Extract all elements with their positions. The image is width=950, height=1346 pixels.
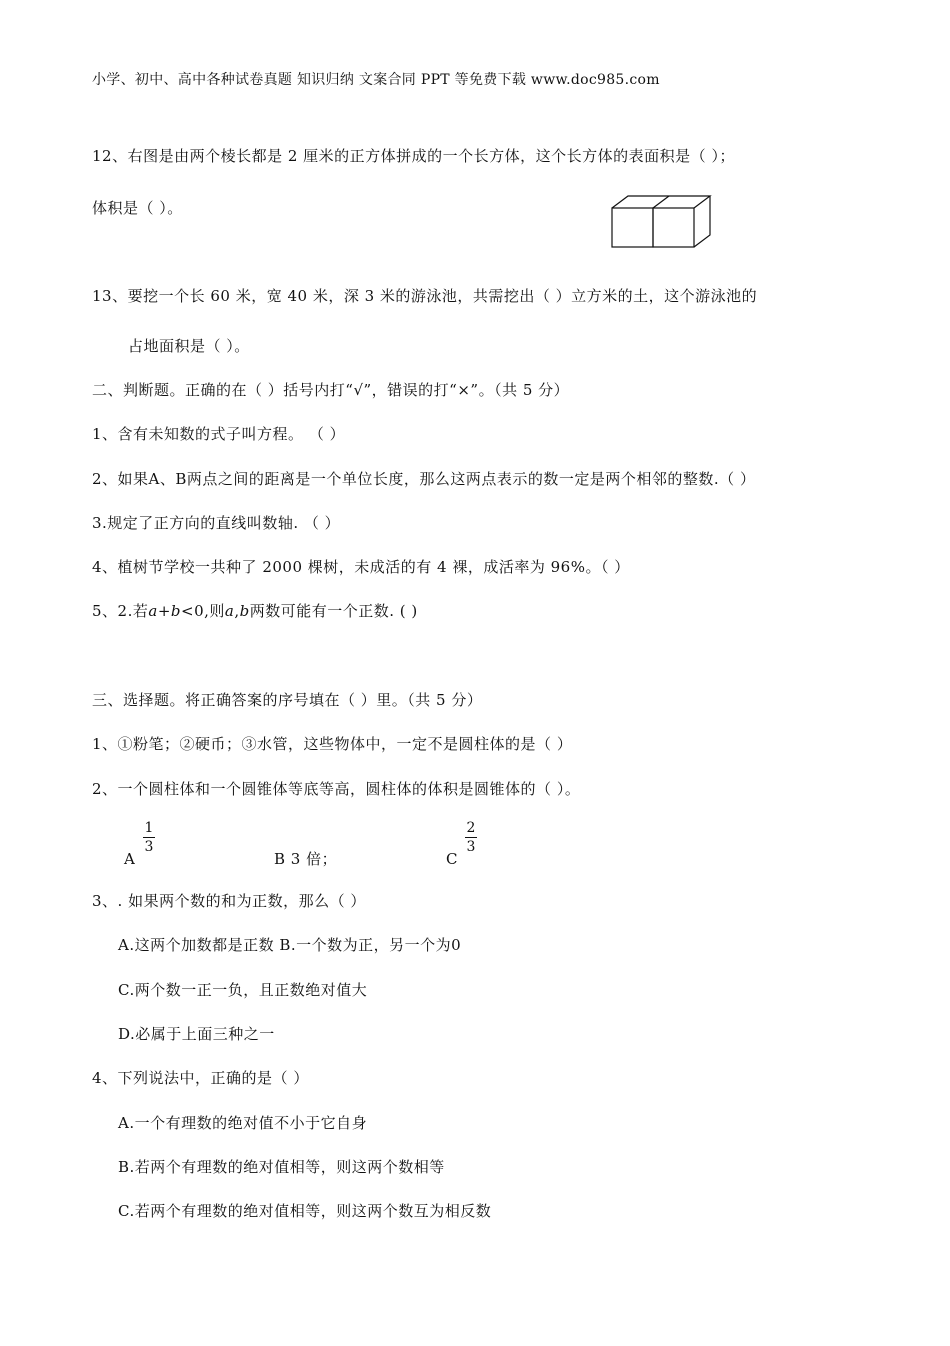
fraction-denominator: 3 bbox=[144, 839, 154, 855]
q4-option-c: C.若两个有理数的绝对值相等，则这两个数互为相反数 bbox=[118, 1202, 492, 1220]
comma: , bbox=[234, 602, 240, 620]
q3-options-a-b: A.这两个加数都是正数 B.一个数为正，另一个为0 bbox=[118, 936, 462, 954]
question-12-line-1: 12、右图是由两个棱长都是 2 厘米的正方体拼成的一个长方体，这个长方体的表面积是（ ）； bbox=[92, 147, 735, 165]
judge-item-5-suffix: 两数可能有一个正数. ( ) bbox=[249, 602, 418, 620]
question-13-line-1: 13、要挖一个长 60 米，宽 40 米，深 3 米的游泳池，共需挖出（ ）立方米的土，这个游泳池的 bbox=[92, 287, 758, 305]
judge-item-3: 3.规定了正方向的直线叫数轴. （ ） bbox=[92, 514, 341, 532]
var-a: a bbox=[148, 602, 158, 620]
plus-sign: + bbox=[157, 602, 171, 620]
section-2-title: 二、判断题。正确的在（ ）括号内打“√”，错误的打“×”。（共 5 分） bbox=[92, 381, 570, 399]
section-3-title: 三、选择题。将正确答案的序号填在（ ）里。（共 5 分） bbox=[92, 691, 483, 709]
option-b-text: B 3 倍； bbox=[274, 850, 338, 868]
fraction-one-third bbox=[143, 820, 155, 855]
choice-question-4: 4、下列说法中，正确的是（ ） bbox=[92, 1069, 309, 1087]
q3-option-d: D.必属于上面三种之一 bbox=[118, 1025, 275, 1043]
judge-item-2: 2、如果A、B两点之间的距离是一个单位长度，那么这两点表示的数一定是两个相邻的整数.（ ） bbox=[92, 470, 756, 488]
question-12-line-2: 体积是（ ）。 bbox=[92, 199, 183, 217]
var-a-2: a bbox=[224, 602, 235, 620]
fraction-denominator: 3 bbox=[466, 839, 476, 855]
q3-option-c: C.两个数一正一负，且正数绝对值大 bbox=[118, 981, 368, 999]
judge-item-5-prefix: 5、2.若 bbox=[92, 602, 149, 620]
judge-item-5 bbox=[92, 601, 418, 621]
choice-question-1: 1、①粉笔；②硬币；③水管，这些物体中，一定不是圆柱体的是（ ） bbox=[92, 735, 573, 753]
cuboid-figure bbox=[608, 192, 718, 252]
choice-question-2: 2、一个圆柱体和一个圆锥体等底等高，圆柱体的体积是圆锥体的（ ）。 bbox=[92, 780, 581, 798]
q4-option-b: B.若两个有理数的绝对值相等，则这两个数相等 bbox=[118, 1158, 445, 1176]
question-13-line-2: 占地面积是（ ）。 bbox=[128, 337, 250, 355]
q4-option-a: A.一个有理数的绝对值不小于它自身 bbox=[118, 1114, 368, 1132]
judge-item-4: 4、植树节学校一共种了 2000 棵树，未成活的有 4 裸，成活率为 96%。（ ） bbox=[92, 558, 630, 576]
fraction-bar bbox=[465, 837, 477, 838]
fraction-two-thirds bbox=[465, 820, 477, 855]
fraction-numerator: 1 bbox=[144, 820, 154, 836]
choice-question-3: 3、. 如果两个数的和为正数，那么（ ） bbox=[92, 892, 366, 910]
condition-text: <0,则 bbox=[181, 602, 225, 620]
fraction-bar bbox=[143, 837, 155, 838]
var-b-2: b bbox=[239, 602, 250, 620]
var-b: b bbox=[170, 602, 181, 620]
option-c-label: C bbox=[446, 850, 458, 868]
page-header: 小学、初中、高中各种试卷真题 知识归纳 文案合同 PPT 等免费下载 www.doc985.com bbox=[92, 72, 660, 88]
judge-item-1: 1、含有未知数的式子叫方程。 （ ） bbox=[92, 425, 346, 443]
fraction-numerator: 2 bbox=[466, 820, 476, 836]
option-a-label: A bbox=[124, 850, 136, 868]
